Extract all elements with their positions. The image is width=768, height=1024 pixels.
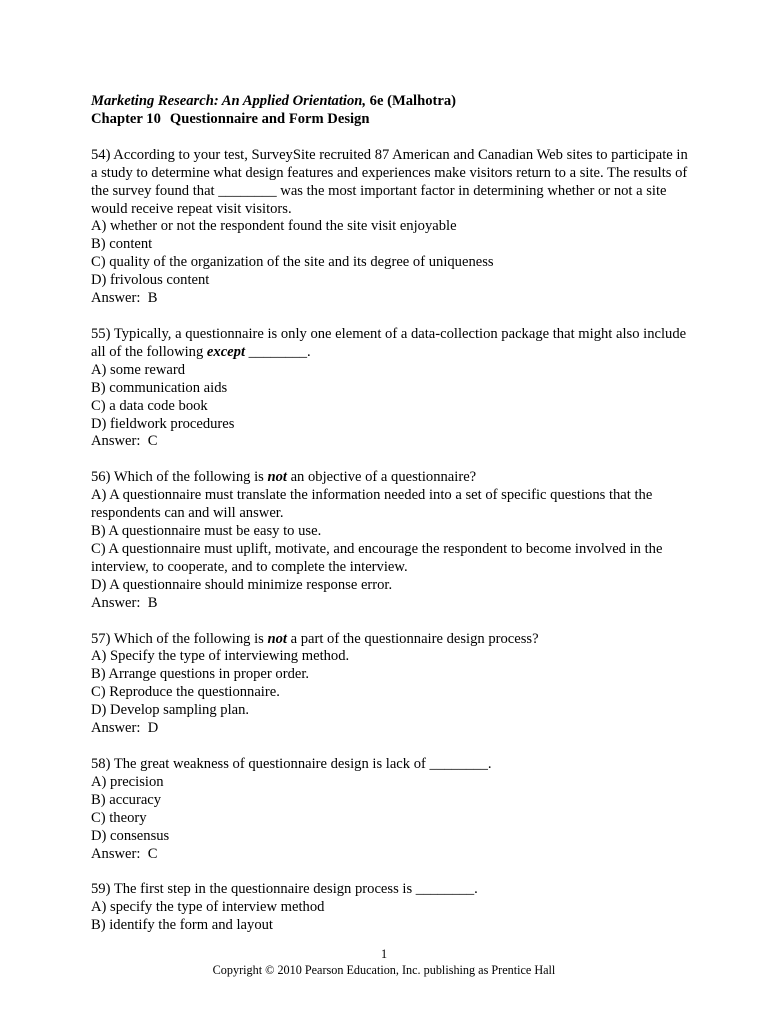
answer-choice: C) quality of the organization of the site and its degree of uniqueness [91, 254, 494, 271]
answer-key: Answer: B [91, 290, 158, 307]
answer-choice: C) Reproduce the questionnaire. [91, 684, 280, 701]
question-item [91, 756, 691, 863]
answer-choice: D) fieldwork procedures [91, 415, 235, 432]
answer-choice: A) whether or not the respondent found the site visit enjoyable [91, 218, 457, 235]
answer-choice: A) precision [91, 773, 164, 790]
question-stem [91, 469, 691, 487]
book-title: Marketing Research: An Applied Orientation, [91, 93, 367, 109]
answer-choice: B) accuracy [91, 791, 162, 808]
answer-key: Answer: B [91, 594, 158, 611]
question-text: 55) Typically, a questionnaire is only one element of a data-collection package that might also include all of the following [91, 325, 687, 360]
answer-key: Answer: C [91, 845, 158, 862]
answer-choice: D) A questionnaire should minimize response error. [91, 576, 393, 593]
answer-choice: C) a data code book [91, 397, 208, 414]
document-page [91, 93, 691, 953]
answer-choice: B) content [91, 236, 153, 253]
answer-choice: D) frivolous content [91, 272, 210, 289]
copyright-notice: Copyright © 2010 Pearson Education, Inc. publishing as Prentice Hall [212, 963, 556, 977]
answer-choice: A) specify the type of interview method [91, 899, 325, 916]
chapter-heading [91, 111, 691, 129]
question-text-end: ________. [245, 343, 311, 360]
answer-choice: D) Develop sampling plan. [91, 702, 250, 719]
question-text: 57) Which of the following is [91, 630, 268, 647]
question-emphasis: except [206, 343, 246, 360]
question-item [91, 631, 691, 738]
question-emphasis: not [267, 630, 287, 647]
question-item [91, 147, 691, 308]
question-emphasis: not [267, 469, 287, 486]
document-header [91, 93, 691, 129]
question-item [91, 881, 691, 935]
question-item [91, 469, 691, 612]
answer-choice: B) A questionnaire must be easy to use. [91, 523, 322, 540]
answer-choice: B) Arrange questions in proper order. [91, 666, 310, 683]
answer-key: Answer: C [91, 433, 158, 450]
question-stem [91, 881, 691, 899]
answer-key: Answer: D [91, 720, 159, 737]
chapter-name: Questionnaire and Form Design [169, 110, 370, 127]
question-item [91, 326, 691, 451]
question-stem [91, 631, 691, 649]
page-footer [0, 947, 768, 978]
answer-choice: B) identify the form and layout [91, 917, 273, 934]
answer-choice: B) communication aids [91, 379, 228, 396]
answer-choice: A) some reward [91, 361, 186, 378]
answer-choice: A) A questionnaire must translate the information needed into a set of specific questions that the respondents can and will answer. [91, 487, 653, 522]
book-edition: 6e (Malhotra) [369, 93, 456, 109]
question-text-end: a part of the questionnaire design process? [286, 630, 539, 647]
question-stem [91, 756, 691, 774]
question-text: 59) The first step in the questionnaire design process is ________. [91, 881, 478, 898]
answer-choice: D) consensus [91, 827, 170, 844]
question-list [91, 147, 691, 935]
question-stem [91, 147, 691, 219]
question-stem [91, 326, 691, 362]
page-number: 1 [380, 947, 388, 961]
book-title-line [91, 93, 691, 111]
question-text: 56) Which of the following is [91, 469, 268, 486]
answer-choice: C) A questionnaire must uplift, motivate, and encourage the respondent to become involved in the interview, to cooperate, and to complete the interview. [91, 540, 663, 575]
question-text: 58) The great weakness of questionnaire design is lack of ________. [91, 756, 492, 772]
answer-choice: A) Specify the type of interviewing method. [91, 648, 350, 665]
answer-choice: C) theory [91, 809, 147, 826]
question-text-end: an objective of a questionnaire? [286, 469, 477, 486]
chapter-number: Chapter 10 [91, 110, 161, 127]
question-text: 54) According to your test, SurveySite recruited 87 American and Canadian Web sites to participate in a study to determine what design features and experiences make visitors return to a site. The results of the survey found that ________ was the most important factor in determining whether or not a site would receive repeat visit visitors. [91, 146, 688, 217]
